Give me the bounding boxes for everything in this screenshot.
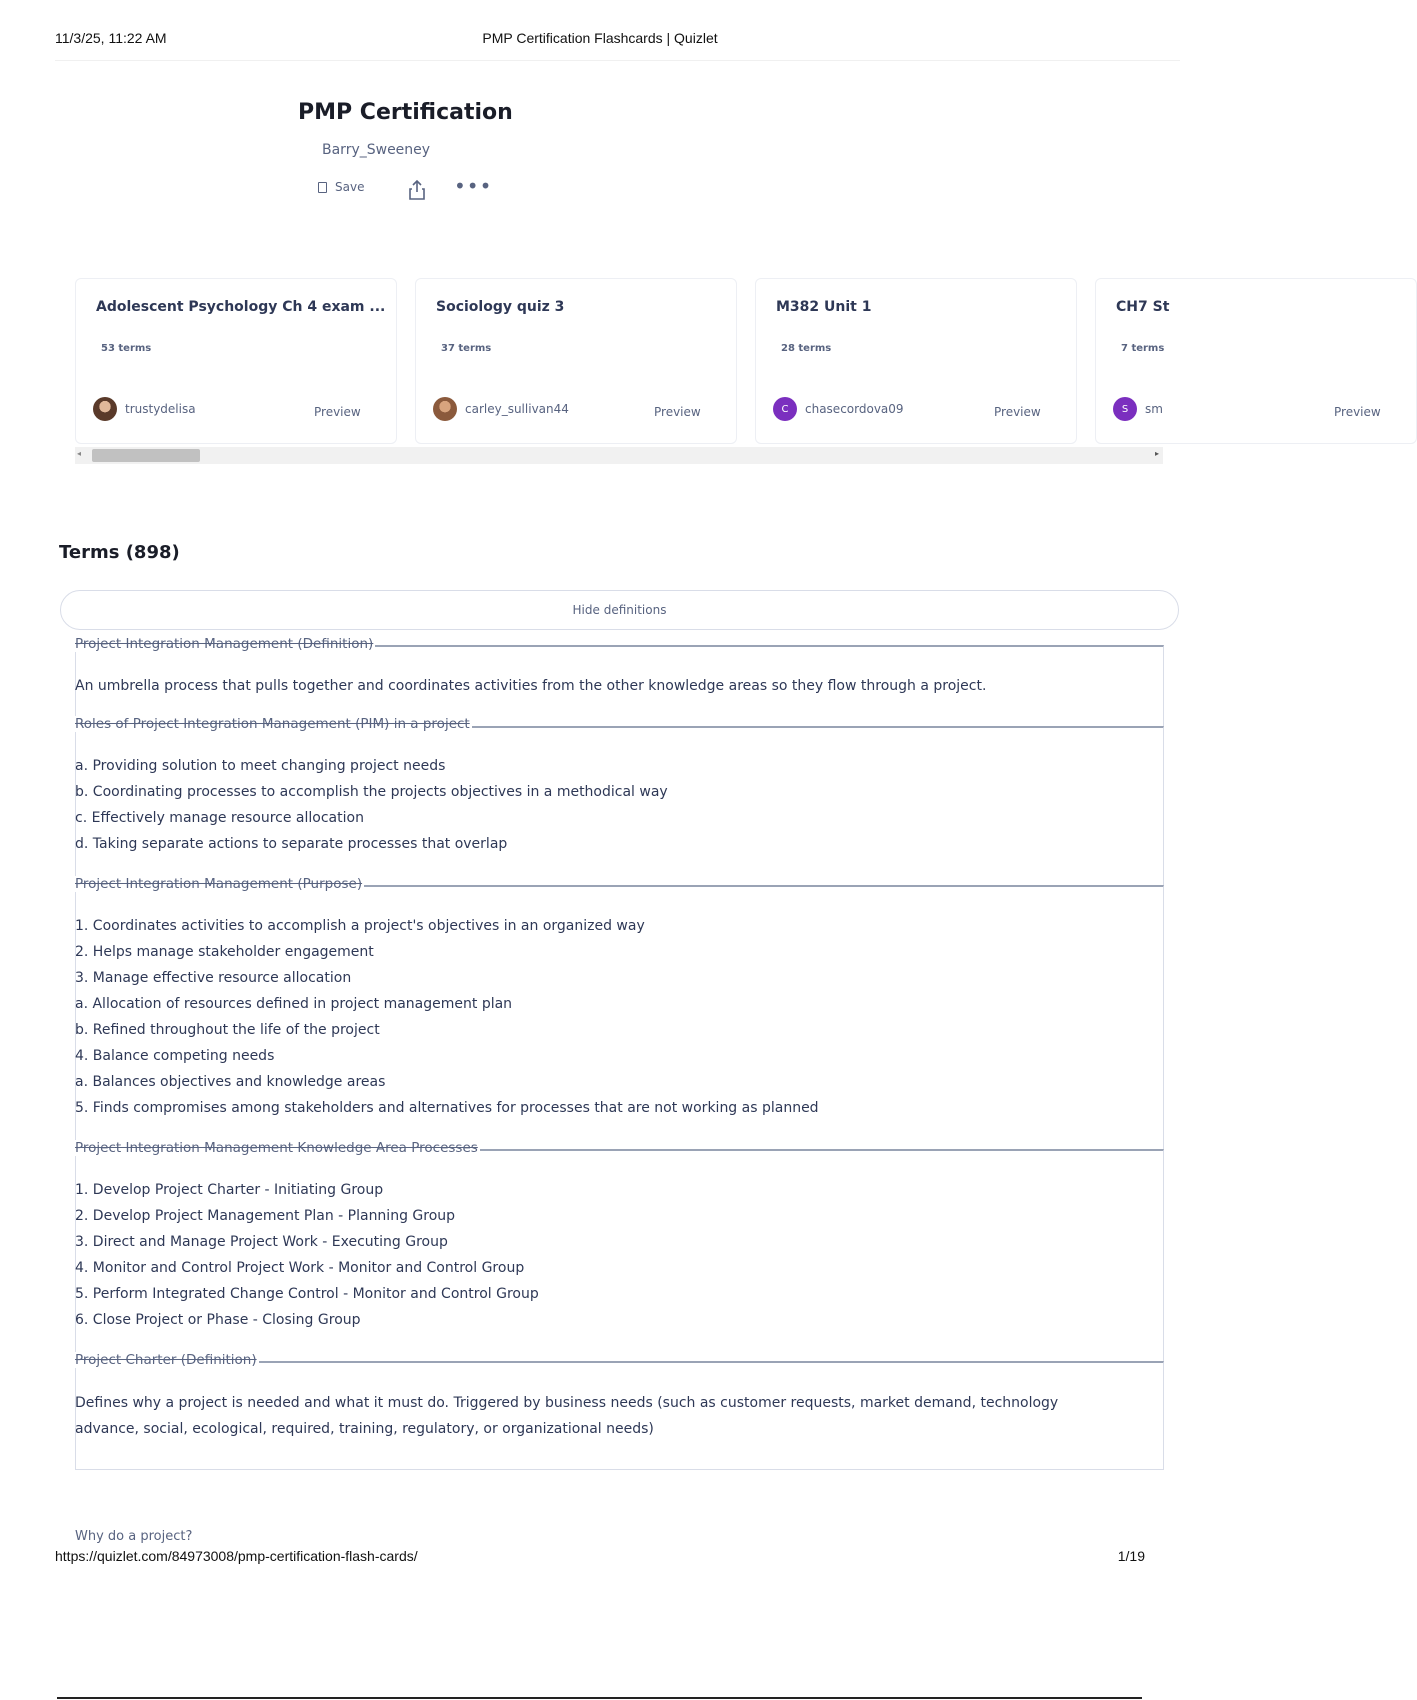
horizontal-scrollbar[interactable] — [75, 447, 1163, 464]
more-options-button[interactable]: ••• — [454, 174, 493, 198]
share-button[interactable] — [406, 178, 428, 202]
definition-line: a. Providing solution to meet changing project needs — [75, 758, 446, 774]
card-term-count: 28 terms — [781, 343, 832, 354]
definition-line: Defines why a project is needed and what it must do. Triggered by business needs (such as customer requests, market demand, technology — [75, 1395, 1059, 1411]
next-term-partial: Why do a project? — [75, 1529, 193, 1544]
scroll-right-arrow-icon[interactable]: ▸ — [1154, 449, 1159, 458]
print-footer — [55, 1548, 1145, 1568]
definition-line: 6. Close Project or Phase - Closing Group — [75, 1312, 361, 1328]
header-divider — [55, 60, 1180, 61]
print-header — [55, 30, 1145, 50]
definition-line: b. Refined throughout the life of the project — [75, 1022, 380, 1038]
terms-heading: Terms (898) — [59, 542, 180, 563]
preview-button[interactable]: Preview — [994, 405, 1041, 419]
card-username: sm — [1145, 402, 1163, 416]
definition-line: 3. Manage effective resource allocation — [75, 970, 352, 986]
definition-line: An umbrella process that pulls together and coordinates activities from the other knowledge areas so they flow through a project. — [75, 678, 987, 694]
card-username: trustydelisa — [125, 402, 196, 416]
avatar — [433, 397, 457, 421]
avatar — [93, 397, 117, 421]
card-username: chasecordova09 — [805, 402, 904, 416]
share-icon — [406, 178, 428, 202]
definition-line: 4. Monitor and Control Project Work - Monitor and Control Group — [75, 1260, 525, 1276]
avatar: S — [1113, 397, 1137, 421]
save-button[interactable] — [318, 180, 364, 194]
card-term-count: 7 terms — [1121, 343, 1165, 354]
bottom-divider — [57, 1697, 1142, 1699]
card-title: Adolescent Psychology Ch 4 exam ... — [96, 299, 386, 315]
card-user[interactable] — [773, 397, 904, 421]
definition-line: 2. Develop Project Management Plan - Planning Group — [75, 1208, 456, 1224]
card-term-count: 37 terms — [441, 343, 492, 354]
term-label: Project Integration Management (Definition) — [75, 636, 374, 652]
avatar: C — [773, 397, 797, 421]
definition — [75, 673, 1155, 699]
preview-button[interactable]: Preview — [1334, 405, 1381, 419]
related-set-card[interactable] — [1095, 278, 1417, 444]
related-set-card[interactable] — [755, 278, 1077, 444]
definition — [75, 753, 1155, 857]
definition — [75, 913, 1155, 1121]
card-user[interactable] — [93, 397, 196, 421]
card-title: CH7 St — [1116, 299, 1170, 315]
term-label: Project Charter (Definition) — [75, 1352, 257, 1368]
definition-line: 5. Perform Integrated Change Control - Monitor and Control Group — [75, 1286, 539, 1302]
definition-line: 5. Finds compromises among stakeholders and alternatives for processes that are not working as planned — [75, 1100, 819, 1116]
related-set-card[interactable] — [75, 278, 397, 444]
scroll-thumb[interactable] — [92, 449, 200, 462]
print-date: 11/3/25, 11:22 AM — [55, 30, 167, 46]
page-url: https://quizlet.com/84973008/pmp-certification-flash-cards/ — [55, 1548, 418, 1564]
page-title: PMP Certification — [298, 100, 513, 125]
card-title: M382 Unit 1 — [776, 299, 872, 315]
scroll-left-arrow-icon[interactable]: ◂ — [77, 449, 82, 458]
definition-line: 3. Direct and Manage Project Work - Executing Group — [75, 1234, 448, 1250]
term-label: Roles of Project Integration Management (PIM) in a project — [75, 716, 470, 732]
definition-line: 1. Develop Project Charter - Initiating Group — [75, 1182, 384, 1198]
print-title: PMP Certification Flashcards | Quizlet — [482, 30, 718, 46]
definition-line: 2. Helps manage stakeholder engagement — [75, 944, 374, 960]
definition-line: d. Taking separate actions to separate processes that overlap — [75, 836, 508, 852]
term-label: Project Integration Management Knowledge Area Processes — [75, 1140, 478, 1156]
definition-line: 1. Coordinates activities to accomplish a project's objectives in an organized way — [75, 918, 645, 934]
hide-definitions-button[interactable]: Hide definitions — [60, 590, 1179, 630]
page-number: 1/19 — [1117, 1548, 1145, 1564]
definition-line: 4. Balance competing needs — [75, 1048, 275, 1064]
definition-line: a. Allocation of resources defined in project management plan — [75, 996, 513, 1012]
definition-line: b. Coordinating processes to accomplish the projects objectives in a methodical way — [75, 784, 668, 800]
card-user[interactable] — [433, 397, 569, 421]
definition-line: advance, social, ecological, required, training, regulatory, or organizational needs) — [75, 1421, 654, 1437]
card-username: carley_sullivan44 — [465, 402, 569, 416]
related-sets-carousel — [75, 278, 1381, 446]
definition-line: a. Balances objectives and knowledge areas — [75, 1074, 386, 1090]
term-label: Project Integration Management (Purpose) — [75, 876, 363, 892]
bookmark-icon — [318, 182, 327, 193]
author-link[interactable]: Barry_Sweeney — [322, 142, 431, 158]
preview-button[interactable]: Preview — [654, 405, 701, 419]
save-label: Save — [335, 180, 365, 194]
definition — [75, 1390, 1155, 1442]
definition — [75, 1177, 1155, 1333]
preview-button[interactable]: Preview — [314, 405, 361, 419]
card-term-count: 53 terms — [101, 343, 152, 354]
related-set-card[interactable] — [415, 278, 737, 444]
card-title: Sociology quiz 3 — [436, 299, 565, 315]
definition-line: c. Effectively manage resource allocation — [75, 810, 364, 826]
card-user[interactable] — [1113, 397, 1163, 421]
